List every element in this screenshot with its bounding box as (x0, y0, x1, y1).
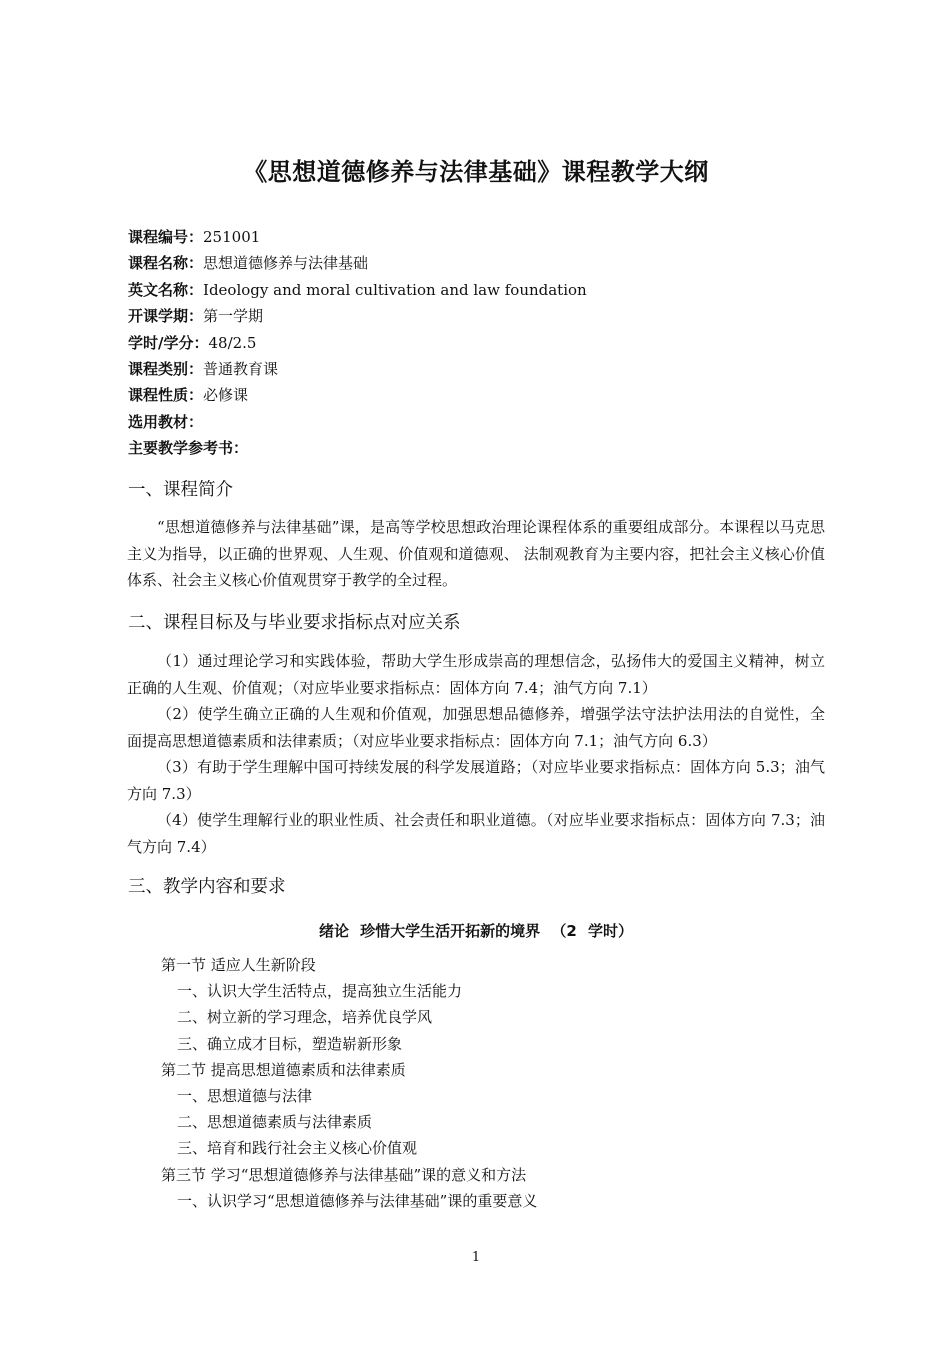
semester-row (128, 303, 587, 329)
course-name-row (128, 250, 587, 276)
course-category-label: 课程类别： (128, 359, 204, 378)
objective-item-2: （2）使学生确立正确的人生观和价值观，加强思想品德修养，增强学法守法护法用法的自觉性，全面提高思想道德素质和法律素质；（对应毕业要求指标点：固体方向 7.1；油气方向 6.3） (127, 705, 825, 750)
english-name-value: Ideology and moral cultivation and law foundation (203, 280, 587, 299)
course-nature-row (128, 382, 587, 408)
textbook-row (128, 409, 587, 435)
course-category-row (128, 356, 587, 382)
page-number: 1 (471, 1250, 481, 1265)
semester-label: 开课学期： (128, 307, 204, 326)
outline-section-3: 第三节 学习“思想道德修养与法律基础”课的意义和方法 (161, 1165, 527, 1184)
outline-item: 二、树立新的学习理念，培养优良学风 (177, 1008, 433, 1027)
course-code-row (128, 224, 587, 250)
outline-section-1: 第一节 适应人生新阶段 (161, 956, 316, 974)
outline-item: 一、认识学习“思想道德修养与法律基础”课的重要意义 (177, 1191, 538, 1210)
outline-item: 三、确立成才目标，塑造崭新形象 (177, 1034, 403, 1053)
section-heading-content: 三、教学内容和要求 (128, 877, 286, 897)
course-nature-label: 课程性质： (128, 386, 204, 405)
english-name-row (128, 277, 587, 303)
course-code-label: 课程编号： (128, 228, 204, 246)
outline-section-2: 第二节 提高思想道德素质和法律素质 (161, 1060, 406, 1079)
objective-item-3: （3）有助于学生理解中国可持续发展的科学发展道路；（对应毕业要求指标点：固体方向 5.3；油气方向 7.3） (127, 758, 825, 803)
course-name-value: 思想道德修养与法律基础 (203, 254, 369, 273)
outline-item: 一、思想道德与法律 (177, 1086, 313, 1105)
course-name-label: 课程名称： (128, 254, 204, 273)
textbook-label: 选用教材： (128, 412, 204, 431)
course-category-value: 普通教育课 (203, 359, 279, 378)
objective-item-1: （1）通过理论学习和实践体验，帮助大学生形成崇高的理想信念，弘扬伟大的爱国主义精神，树立正确的人生观、价值观；（对应毕业要求指标点：固体方向 7.4；油气方向 7.1） (127, 652, 825, 697)
english-name-label: 英文名称： (128, 280, 204, 299)
objective-item-4: （4）使学生理解行业的职业性质、社会责任和职业道德。（对应毕业要求指标点：固体方向 7.3；油气方向 7.4） (127, 811, 825, 856)
hours-credits-value: 48/2.5 (208, 333, 257, 352)
reference-books-label: 主要教学参考书： (128, 439, 249, 458)
hours-credits-label: 学时/学分： (128, 333, 209, 352)
semester-value: 第一学期 (203, 307, 264, 326)
document-title: 《思想道德修养与法律基础》课程教学大纲 (243, 158, 709, 186)
course-nature-value: 必修课 (203, 386, 249, 405)
reference-books-row (128, 435, 587, 461)
introduction-paragraph: “思想道德修养与法律基础”课，是高等学校思想政治理论课程体系的重要组成部分。本课程以马克思主义为指导，以正确的世界观、人生观、价值观和道德观、 法制观教育为主要内容，把社会主义核心价值体系、社会主义核心价值观贯穿于教学的全过程。 (127, 518, 825, 589)
section-heading-introduction: 一、课程简介 (128, 480, 233, 500)
hours-credits-row (128, 330, 587, 356)
course-code-value: 251001 (203, 228, 261, 246)
chapter-title: 绪论 珍惜大学生活开拓新的境界 （2 学时） (318, 922, 634, 940)
chapter-outline (161, 952, 537, 1214)
outline-item: 二、思想道德素质与法律素质 (177, 1113, 373, 1132)
outline-item: 一、认识大学生活特点，提高独立生活能力 (177, 982, 463, 1001)
section-heading-objectives: 二、课程目标及与毕业要求指标点对应关系 (128, 613, 461, 633)
outline-item: 三、培育和践行社会主义核心价值观 (177, 1139, 418, 1158)
course-info (128, 224, 587, 462)
